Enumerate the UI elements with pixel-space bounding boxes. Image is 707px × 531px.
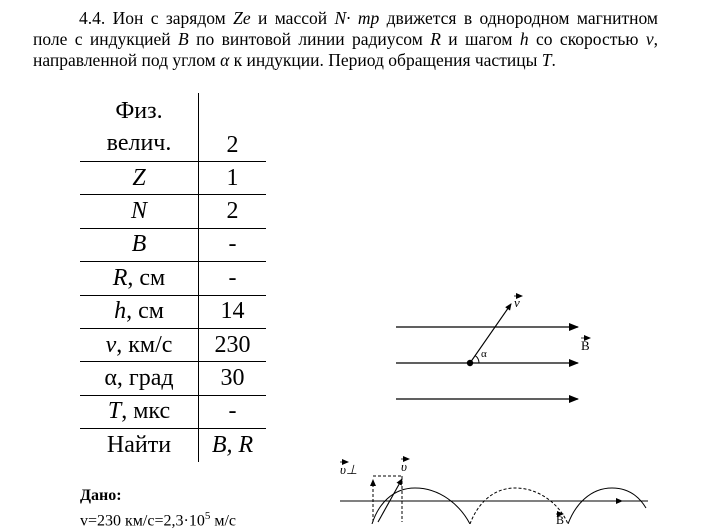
velocity-label: v: [514, 295, 520, 310]
problem-text-0: Ион с зарядом: [112, 8, 234, 28]
velocity-vector: [470, 304, 511, 363]
row-unit: , мкс: [121, 398, 171, 425]
row-unit: , см: [126, 298, 164, 325]
problem-text-8: и шагом: [440, 29, 520, 49]
problem-text-2: и массой: [250, 8, 335, 28]
problem-var-ze: Ze: [233, 8, 251, 28]
row-value-cell: 1: [199, 162, 267, 195]
row-unit: , см: [127, 264, 166, 291]
problem-text-16: .: [551, 50, 556, 70]
row-key: h: [114, 298, 127, 325]
helix-angle-diagram: [396, 295, 590, 399]
row-value-cell: 230: [199, 328, 267, 361]
row-unit: , км/с: [116, 331, 173, 358]
helix-turn-3: [568, 488, 646, 524]
problem-var-r: R: [430, 29, 441, 49]
row-key: v: [105, 331, 117, 358]
helix-turn-2: [470, 488, 568, 524]
problem-text-4: движется в однородном магнитном поле с индукцией: [33, 8, 659, 49]
problem-var-v: v: [645, 29, 654, 49]
induction-label: B: [581, 338, 590, 353]
given-line-1-exp: 5: [204, 510, 211, 522]
problem-number: 4.4.: [79, 8, 106, 28]
row-key: R: [112, 264, 128, 291]
problem-var-nmp: N· mp: [334, 8, 380, 28]
v-label: υ: [401, 459, 407, 474]
vperp-label: υ⊥: [340, 462, 358, 477]
problem-text-14: к индукции. Период обращения частицы: [229, 50, 542, 70]
given-line-1-prefix: v=230 км/с=2,3·10: [80, 512, 205, 530]
problem-text-10: со скоростью: [528, 29, 646, 49]
header-value-cell: 2: [199, 93, 267, 162]
b-label-2: B: [556, 513, 565, 524]
problem-var-t: T: [541, 50, 552, 70]
find-label-cell: Найти: [80, 429, 199, 462]
row-key: B: [131, 231, 147, 258]
find-value: B, R: [211, 431, 254, 458]
header-key-line1: Физ.: [115, 98, 163, 124]
given-title: Дано:: [80, 487, 122, 504]
problem-var-h: h: [519, 29, 529, 49]
row-value-cell: -: [199, 262, 267, 295]
row-unit: , град: [116, 365, 174, 392]
given-section: [80, 486, 236, 531]
header-key-line2: велич.: [106, 130, 172, 156]
helix-decomposition-diagram: [340, 459, 648, 524]
row-value-cell: 14: [199, 295, 267, 328]
problem-var-b: B: [178, 29, 189, 49]
given-line-1-suffix: м/с: [210, 512, 236, 530]
row-key: N: [130, 198, 147, 225]
problem-text-6: по винтовой линии радиусом: [188, 29, 431, 49]
row-value-cell: -: [199, 395, 267, 428]
problem-var-alpha: α: [220, 50, 230, 70]
row-key: α: [104, 365, 117, 392]
row-value-cell: -: [199, 228, 267, 261]
angle-arc: [475, 356, 479, 363]
row-value-cell: 2: [199, 195, 267, 228]
angle-label: α: [481, 348, 487, 360]
row-value-cell: 30: [199, 362, 267, 395]
problem-text-12: , направленной под углом: [33, 29, 658, 70]
given-line-1: [80, 506, 236, 531]
particle-dot: [467, 360, 473, 366]
row-key: T: [107, 398, 122, 425]
row-key: Z: [132, 164, 146, 191]
